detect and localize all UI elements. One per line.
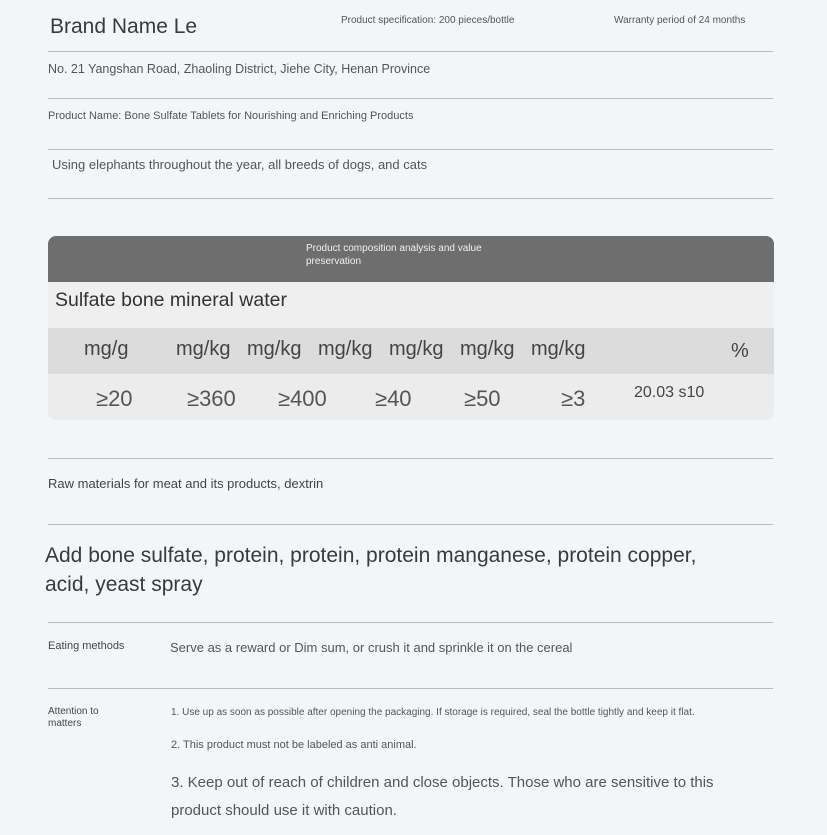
attention-label: Attention to matters xyxy=(48,706,99,729)
attention-note: 1. Use up as soon as possible after opening the packaging. If storage is required, seal the bottle tightly and keep it flat. xyxy=(171,707,695,718)
value-cell: ≥50 xyxy=(464,386,501,411)
divider xyxy=(48,524,773,525)
composition-table xyxy=(48,236,774,420)
composition-label: Sulfate bone mineral water xyxy=(55,289,287,311)
product-specification: Product specification: 200 pieces/bottle xyxy=(341,15,515,26)
unit-cell: mg/kg xyxy=(247,338,302,360)
value-cell: ≥40 xyxy=(375,386,412,411)
composition-values-row xyxy=(48,374,774,420)
divider xyxy=(48,149,773,150)
composition-row-label xyxy=(48,282,774,328)
value-cell: ≥400 xyxy=(278,386,327,411)
unit-cell: mg/kg xyxy=(318,338,373,360)
address: No. 21 Yangshan Road, Zhaoling District, Jiehe City, Henan Province xyxy=(48,62,431,76)
raw-materials: Raw materials for meat and its products, dextrin xyxy=(48,476,324,491)
divider xyxy=(48,98,773,99)
divider xyxy=(48,198,773,199)
value-cell: ≥360 xyxy=(187,386,236,411)
additives: Add bone sulfate, protein, protein, protein manganese, protein copper, acid, yeast spray xyxy=(45,544,697,596)
product-name: Product Name: Bone Sulfate Tablets for Nourishing and Enriching Products xyxy=(48,110,414,122)
divider xyxy=(48,688,773,689)
warranty-period: Warranty period of 24 months xyxy=(614,15,746,26)
value-cell: 20.03 s10 xyxy=(634,384,705,401)
value-cell: ≥3 xyxy=(561,386,586,411)
unit-cell: mg/kg xyxy=(176,338,231,360)
divider xyxy=(48,51,773,52)
unit-cell: % xyxy=(731,340,749,362)
value-cell: ≥20 xyxy=(96,386,133,411)
brand-name: Brand Name Le xyxy=(50,15,198,38)
composition-units-row xyxy=(48,328,774,374)
unit-cell: mg/kg xyxy=(460,338,515,360)
unit-cell: mg/kg xyxy=(531,338,586,360)
divider xyxy=(48,458,773,459)
composition-title: Product composition analysis and value preservation xyxy=(306,243,482,267)
eating-methods-label: Eating methods xyxy=(48,640,125,652)
unit-cell: mg/kg xyxy=(389,338,444,360)
eating-methods-text: Serve as a reward or Dim sum, or crush it and sprinkle it on the cereal xyxy=(170,640,573,655)
attention-note: 3. Keep out of reach of children and close objects. Those who are sensitive to this product should use it with caution. xyxy=(171,774,714,819)
unit-cell: mg/g xyxy=(84,338,129,360)
divider xyxy=(48,622,773,623)
attention-note: 2. This product must not be labeled as anti animal. xyxy=(171,739,417,751)
composition-table-header xyxy=(48,236,774,282)
usage-description: Using elephants throughout the year, all breeds of dogs, and cats xyxy=(52,157,428,172)
